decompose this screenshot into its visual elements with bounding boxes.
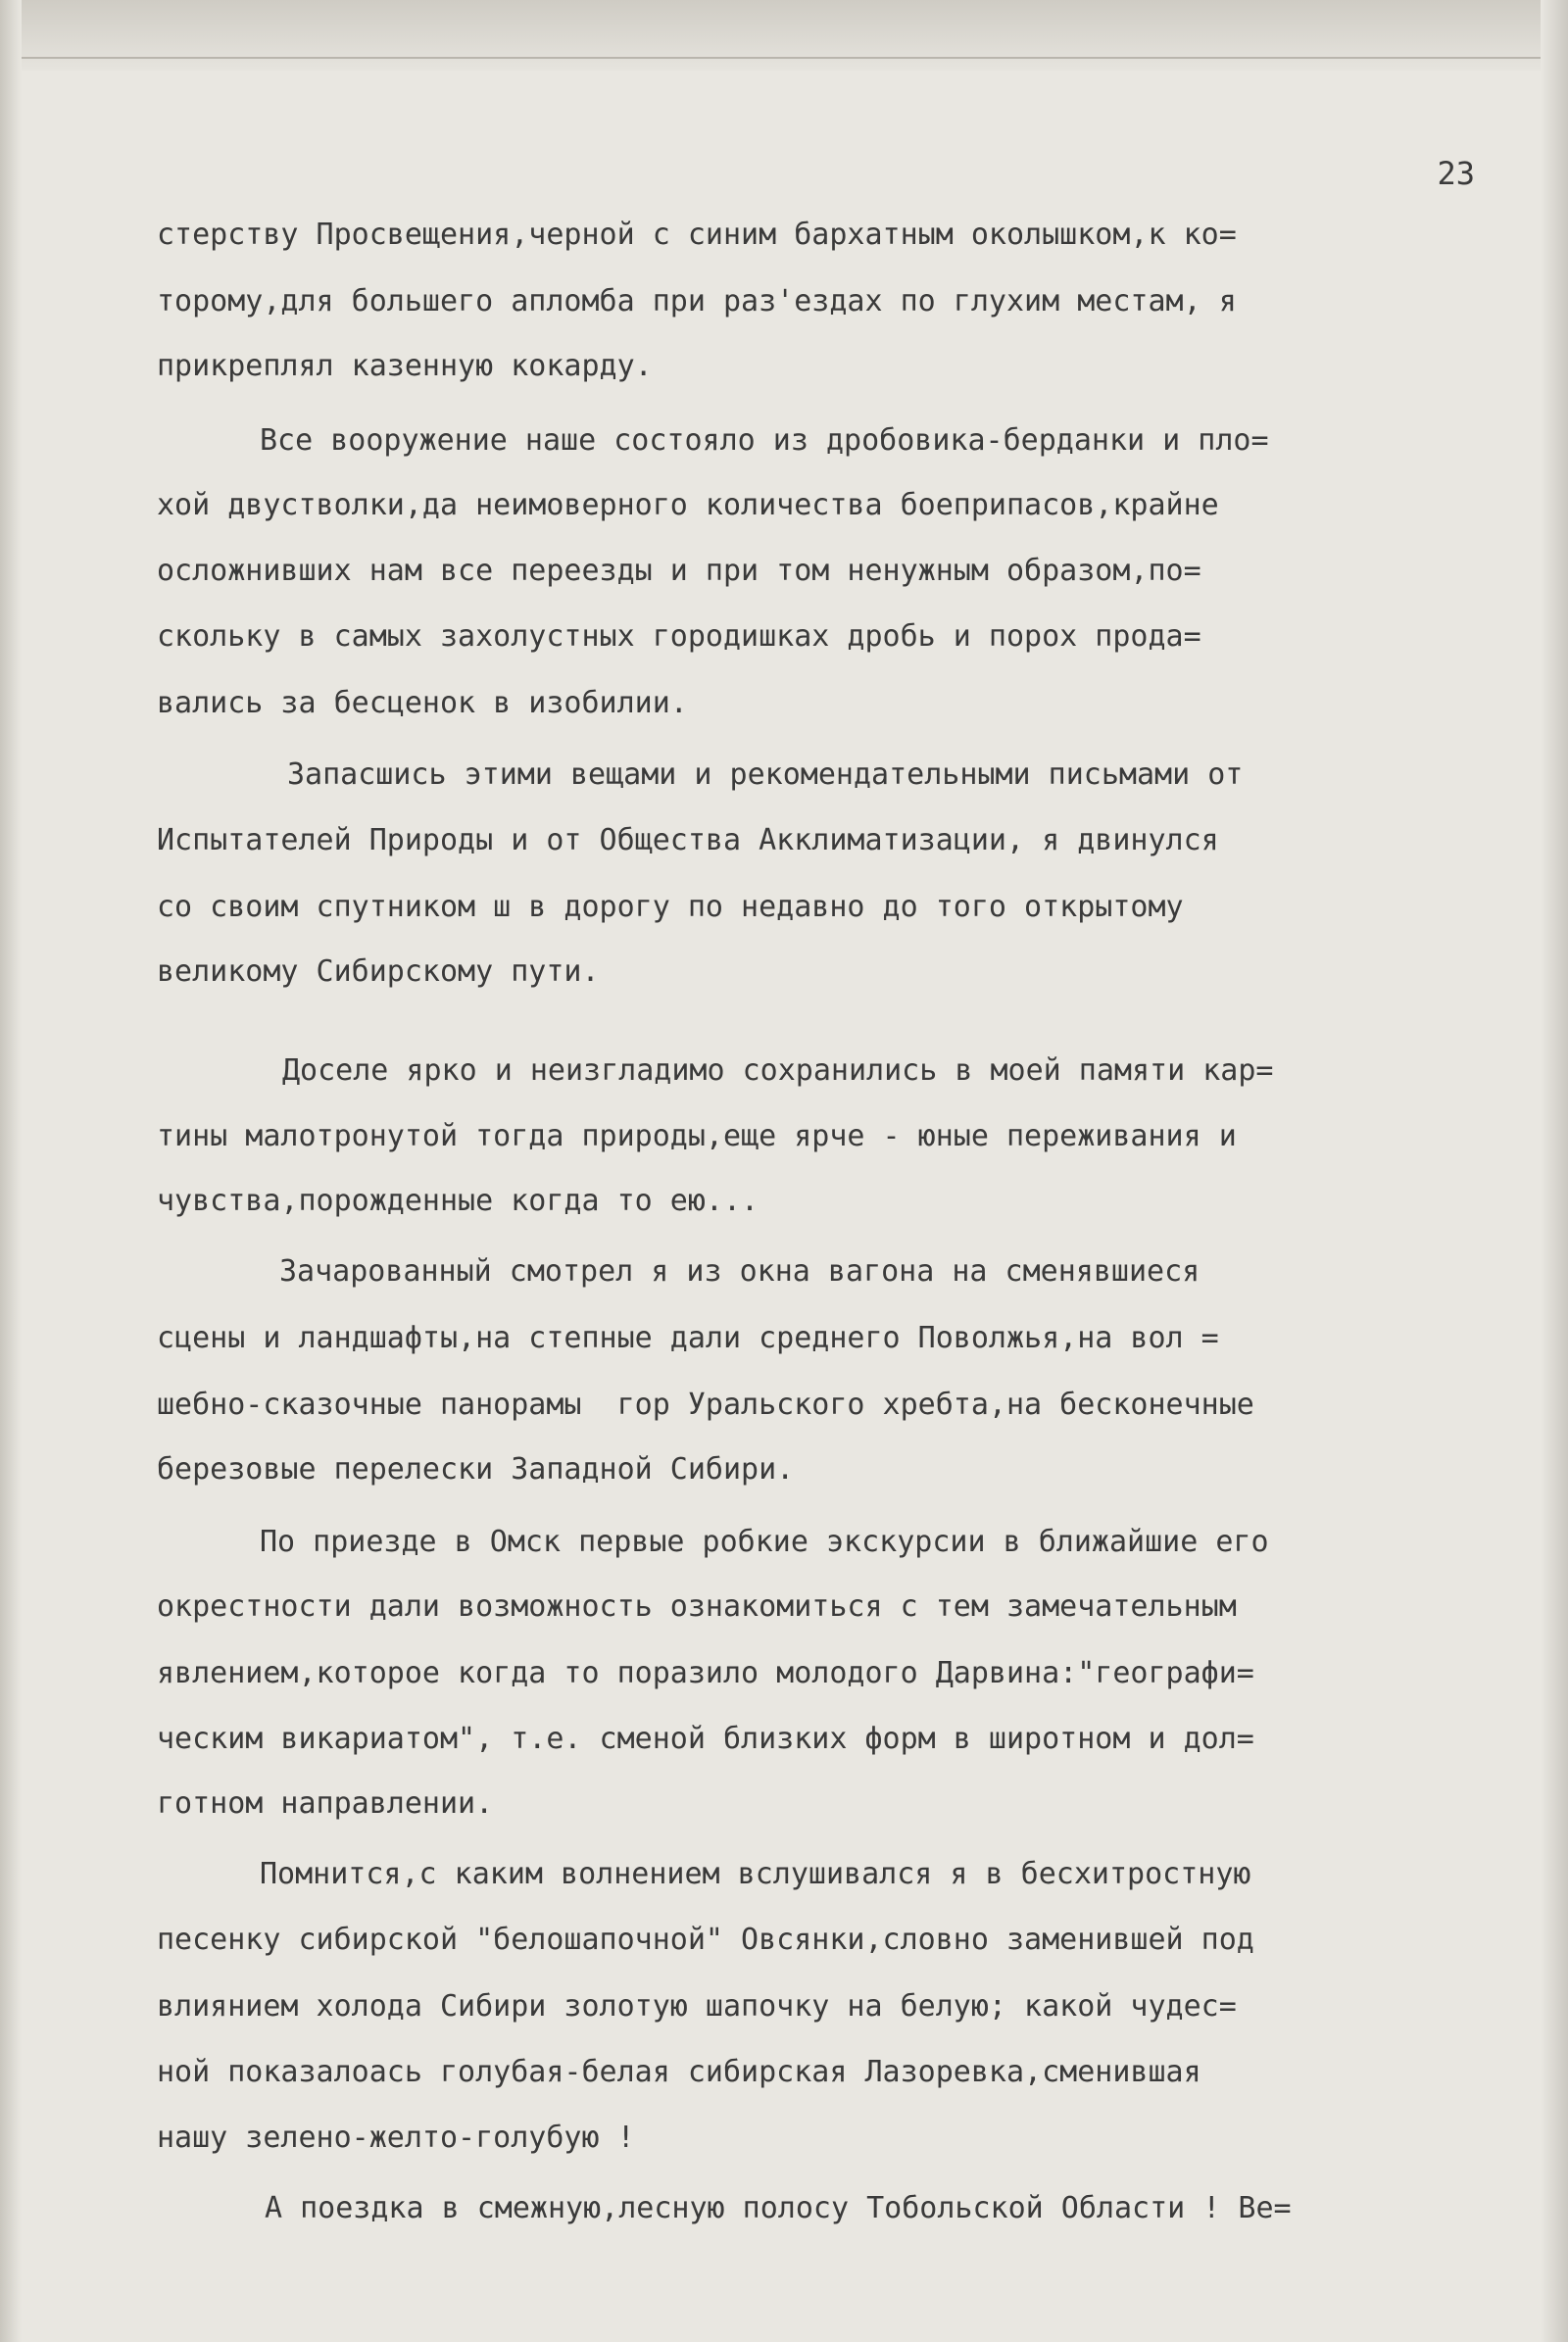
text-line: ческим викариатом", т.е. сменой близких форм в широтном и дол= [157, 1722, 1254, 1756]
text-line: тины малотронутой тогда природы,еще ярче - юные переживания и [157, 1119, 1237, 1153]
text-line: Помнится,с каким волнением вслушивался я в бесхитростную [260, 1857, 1251, 1891]
text-line: окрестности дали возможность ознакомиться с тем замечательным [157, 1589, 1237, 1624]
text-line: явлением,которое когда то поразило молодого Дарвина:"географи= [157, 1656, 1254, 1690]
text-line: ной показалоась голубая-белая сибирская Лазоревка,сменившая [157, 2055, 1201, 2089]
text-line: песенку сибирской "белошапочной" Овсянки,словно заменившей под [157, 1923, 1254, 1957]
text-line: Зачарованный смотрел я из окна вагона на сменявшиеся [279, 1254, 1200, 1289]
text-line: великому Сибирскому пути. [157, 954, 600, 989]
scan-right-edge [1541, 0, 1568, 2342]
text-line: вались за бесценок в изобилии. [157, 686, 688, 720]
text-line: шебно-сказочные панорамы гор Уральского хребта,на бесконечные [157, 1388, 1254, 1422]
text-line: готном направлении. [157, 1786, 494, 1821]
text-line: По приезде в Омск первые робкие экскурсии в ближайшие его [260, 1525, 1269, 1559]
text-line: осложнивших нам все переезды и при том ненужным образом,по= [157, 554, 1201, 588]
text-line: Запасшись этими вещами и рекомендательными письмами от [287, 757, 1244, 792]
text-line: Испытателей Природы и от Общества Акклиматизации, я двинулся [157, 823, 1219, 857]
text-line: скольку в самых захолустных городишках дробь и порох прода= [157, 619, 1201, 654]
text-line: хой двустволки,да неимоверного количества боеприпасов,крайне [157, 488, 1219, 522]
text-line: сцены и ландшафты,на степные дали среднего Поволжья,на вол = [157, 1321, 1219, 1355]
scan-left-edge [0, 0, 22, 2342]
text-line: со своим спутником ш в дорогу по недавно до того открытому [157, 890, 1184, 924]
text-line: торому,для большего апломба при раз'ездах по глухим местам, я [157, 284, 1237, 318]
text-line: прикреплял казенную кокарду. [157, 349, 653, 383]
text-line: березовые перелески Западной Сибири. [157, 1452, 795, 1487]
text-line: А поездка в смежную,лесную полосу Тобольской Области ! Ве= [265, 2191, 1292, 2225]
scan-top-edge-line [0, 57, 1568, 59]
text-line: чувства,порожденные когда то ею... [157, 1184, 760, 1218]
text-line: Доселе ярко и неизгладимо сохранились в моей памяти кар= [282, 1053, 1274, 1088]
text-line: влиянием холода Сибири золотую шапочку на белую; какой чудес= [157, 1989, 1237, 2024]
text-line: нашу зелено-желто-голубую ! [157, 2121, 635, 2155]
scan-top-edge [0, 0, 1568, 71]
page-number: 23 [1437, 155, 1475, 192]
text-line: Все вооружение наше состояло из дробовика-берданки и пло= [260, 423, 1269, 458]
text-line: стерству Просвещения,черной с синим бархатным околышком,к ко= [157, 218, 1237, 252]
